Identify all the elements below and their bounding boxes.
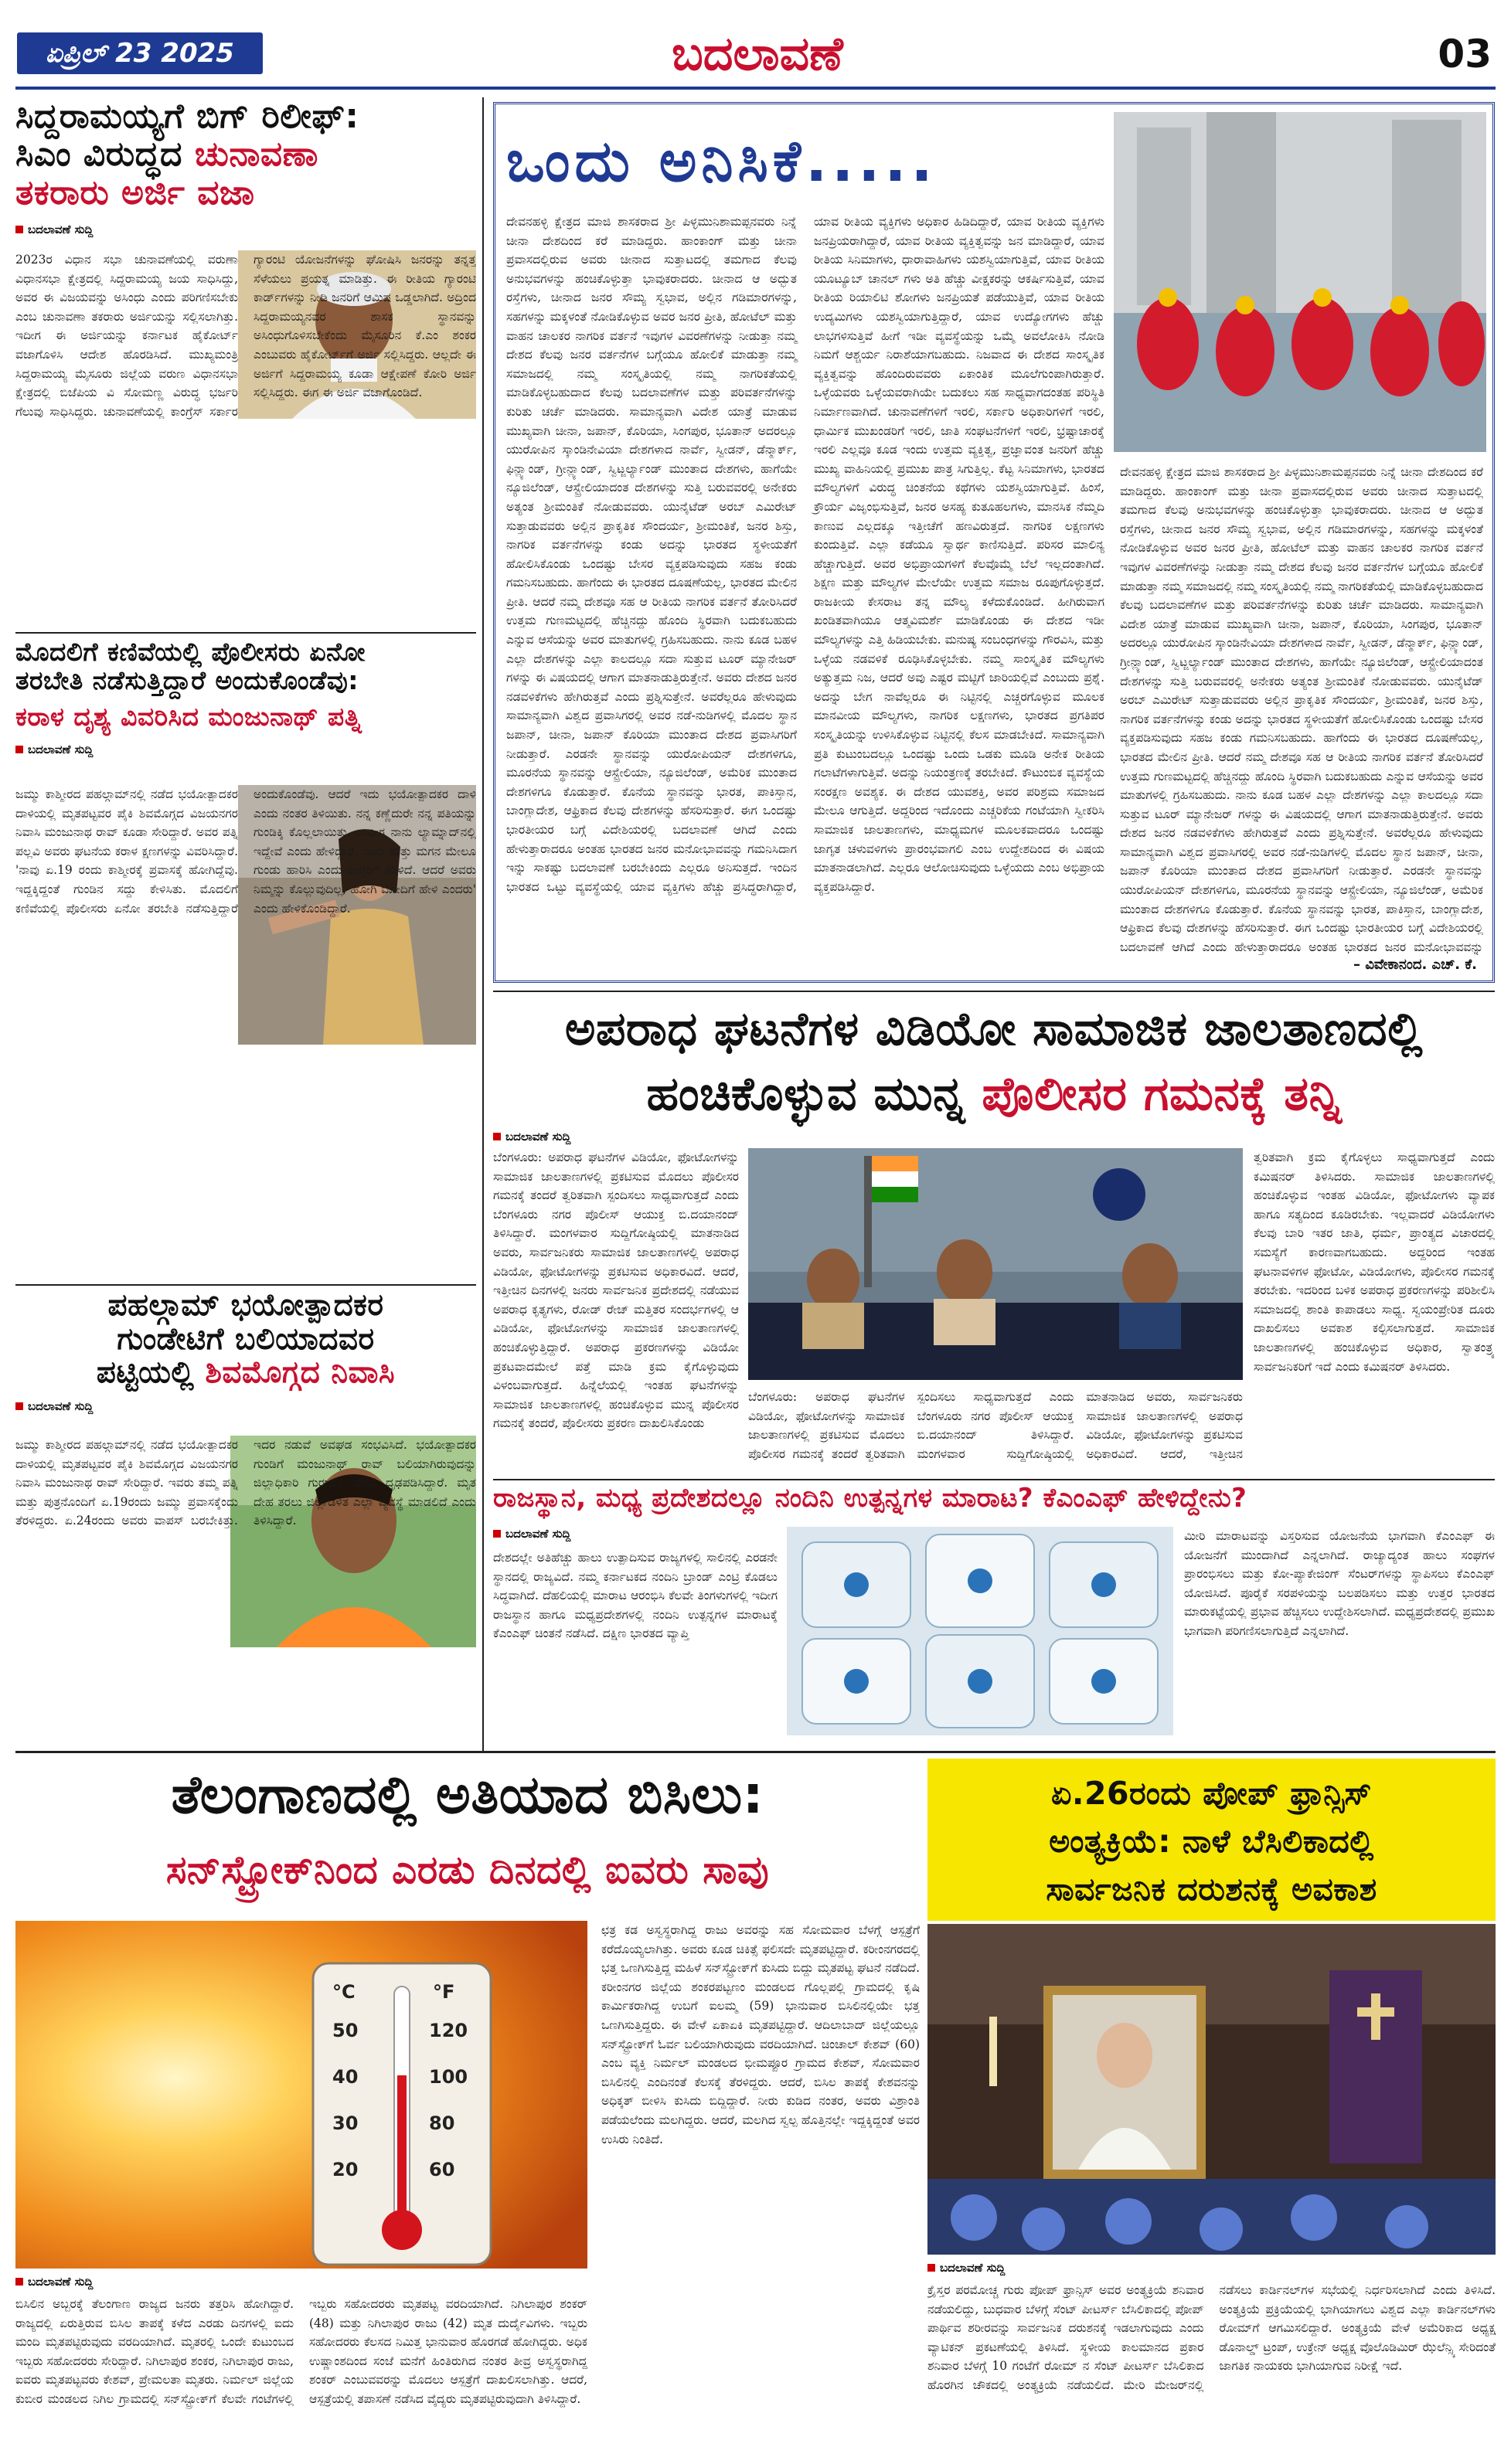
headline-line: ಅಂತ್ಯಕ್ರಿಯೆ: ನಾಳೆ ಬೆಸಿಲಿಕಾದಲ್ಲಿ bbox=[1049, 1823, 1374, 1860]
story-nandini bbox=[493, 1483, 1495, 1746]
celsius-label: °C bbox=[332, 1981, 356, 2003]
fahrenheit-label: °F bbox=[433, 1981, 455, 2003]
headline-line: ಗುಂಡೇಟಿಗೆ ಬಲಿಯಾದವರ bbox=[117, 1321, 375, 1357]
headline bbox=[493, 997, 1495, 1127]
headline-line: ತೆಲಂಗಾಣದಲ್ಲಿ ಅತಿಯಾದ ಬಿಸಿಲು: bbox=[171, 1765, 764, 1826]
crime-text-continued: ಬೆಂಗಳೂರು: ಅಪರಾಧ ಘಟನೆಗಳ ವಿಡಿಯೋ, ಫೋಟೋಗಳನ್ನು ಸಾಮಾಜಿಕ ಜಾಲತಾಣಗಳಲ್ಲಿ ಪ್ರಕಟಿಸುವ ಮೊದಲು ಪೊಲೀಸರ ಗಮನಕ್ಕೆ ತಂದರೆ ತ್ವರಿತವಾಗಿ ಸ್ಪಂದಿಸಲು ಸಾಧ್ಯವಾಗುತ್ತದೆ ಎಂದು ಬೆಂಗಳೂರು ನಗರ ಪೊಲೀಸ್ ಆಯುಕ್ತ ಬಿ.ದಯಾನಂದ್ ತಿಳಿಸಿದ್ದಾರೆ. ಮಂಗಳವಾರ ಸುದ್ದಿಗೋಷ್ಠಿಯಲ್ಲಿ ಮಾತನಾಡಿದ ಅವರು, ಸಾರ್ವಜನಿಕರು ಸಾಮಾಜಿಕ ಜಾಲತಾಣಗಳಲ್ಲಿ ಅಪರಾಧ ವಿಡಿಯೋ, ಫೋಟೋಗಳನ್ನು ಪ್ರಕಟಿಸುವ ಅಧಿಕಾರವಿದೆ. ಆದರೆ, ಇತ್ತೀಚಿನ bbox=[748, 1390, 1243, 1461]
editorial-author: – ವಿವೇಕಾನಂದ. ಎಚ್. ಕೆ. bbox=[1353, 957, 1477, 973]
bullet-icon bbox=[493, 1133, 501, 1140]
masthead bbox=[0, 0, 1511, 93]
byline bbox=[927, 2261, 1005, 2275]
festival-photo bbox=[1114, 112, 1486, 452]
story-manjunath-wife bbox=[15, 638, 476, 1283]
bullet-icon bbox=[15, 746, 23, 753]
byline bbox=[15, 2275, 93, 2289]
headline-line bbox=[15, 135, 476, 173]
editorial-text: ದೇವನಹಳ್ಳಿ ಕ್ಷೇತ್ರದ ಮಾಜಿ ಶಾಸಕರಾದ ಶ್ರೀ ಪಿಳ್ಳಮುನಿಶಾಮಪ್ಪನವರು ನಿನ್ನೆ ಚೀನಾ ದೇಶದಿಂದ ಕರೆ ಮಾಡಿದ್ದರು. ಹಾಂಕಾಂಗ್ ಮತ್ತು ಚೀನಾ ಪ್ರವಾಸದಲ್ಲಿರುವ ಅವರು ಚೀನಾದ ಸುತ್ತಾಟದಲ್ಲಿ ತಮಗಾದ ಕೆಲವು ಅನುಭವಗಳನ್ನು ಹಂಚಿಕೊಳ್ಳುತ್ತಾ ಭಾವುಕರಾದರು. ಚೀನಾದ ಆ ಅದ್ಭುತ ರಸ್ತೆಗಳು, ಚೀನಾದ ಜನರ ಸೌಮ್ಯ ಸ್ವಭಾವ, ಅಲ್ಲಿನ ಗಡಿಮಾರಗಳನ್ನು, ಸಹಗಳನ್ನು ಮಕ್ಕಳಂತೆ ನೋಡಿಕೊಳ್ಳುವ ಅವರ ಜನರ ಪ್ರೀತಿ, ಹೋಟೆಲ್ ಮತ್ತು ವಾಹನ ಚಾಲಕರ ನಾಗರಿಕ ವರ್ತನೆ ಇವುಗಳ ವಿವರಣೆಗಳನ್ನು ನೀಡುತ್ತಾ ನಮ್ಮ ದೇಶದ ಕೆಲವು ಜನರ ವರ್ತನೆಗಳ ಬಗ್ಗೆಯೂ ಹೋಲಿಕೆ ಮಾಡುತ್ತಾ ನಮ್ಮ ಸಮಾಜದಲ್ಲಿ ನಮ್ಮ ಸಂಸ್ಕೃತಿಯಲ್ಲಿ ನಮ್ಮ ನಾಗರಿಕತೆಯಲ್ಲಿ ಮಾಡಿಕೊಳ್ಳಬಹುದಾದ ಕೆಲವು ಬದಲಾವಣೆಗಳ ಮತ್ತು ಪರಿವರ್ತನೆಗಳನ್ನು ಕುರಿತು ಚರ್ಚೆ ಮಾಡಿದರು. ಸಾಮಾನ್ಯವಾಗಿ ವಿದೇಶ ಯಾತ್ರೆ ಮಾಡುವ ಮುಖ್ಯವಾಗಿ ಚೀನಾ, ಜಪಾನ್, ಕೊರಿಯಾ, ಸಿಂಗಪುರ, ಭೂತಾನ್ ಅದರಲ್ಲೂ ಯುರೋಪಿನ ಸ್ಕಾಂಡಿನೇವಿಯಾ ದೇಶಗಳಾದ ನಾರ್ವೆ, ಸ್ವೀಡನ್, ಡೆನ್ಮಾರ್ಕ್, ಫಿನ್ಲ್ಯಾಂಡ್, ಗ್ರೀನ್ಲ್ಯಾಂಡ್, ಸ್ವಿಟ್ಜರ್ಲ್ಯಾಂಡ್ ಮುಂತಾದ ದೇಶಗಳು, ಹಾಗೆಯೇ ನ್ಯೂಜಿಲೆಂಡ್, ಆಸ್ಟ್ರೇಲಿಯಾದಂತ ದೇಶಗಳನ್ನು ಸುತ್ತಿ ಬರುವವರಲ್ಲಿ ಅನೇಕರು ಅತ್ಯಂತ ಶ್ರೀಮಂತಿಕೆ ನೋಡುವವರು. ಯುನೈಟೆಡ್ ಅರಬ್ ಎಮಿರೇಟ್ ಸುತ್ತಾಡುವವರು ಅಲ್ಲಿನ ಪ್ರಾಕೃತಿಕ ಸೌಂದರ್ಯ, ಶ್ರೀಮಂತಿಕೆ, ಜನರ ಶಿಸ್ತು, ನಾಗರಿಕ ವರ್ತನೆಗಳನ್ನು ಕಂಡು ಅದನ್ನು ಭಾರತದ ಸ್ಥಳೀಯತೆಗೆ ಹೋಲಿಸಿಕೊಂಡು ಒಂದಷ್ಟು ಬೇಸರ ವ್ಯಕ್ತಪಡಿಸುವುದು ಸಹಜ ಕಂಡು ಗಮನಿಸಬಹುದು. ಹಾಗೆಂದು ಈ ಭಾರತದ ದೂಷಣೆಯಲ್ಲ, ಭಾರತದ ಮೇಲಿನ ಪ್ರೀತಿ. ಆದರೆ ನಮ್ಮ ದೇಶವೂ ಸಹ ಆ ರೀತಿಯ ನಾಗರಿಕ ವರ್ತನೆ ತೋರಿಸಿದರೆ ಉತ್ತಮ ಗುಣಮಟ್ಟದಲ್ಲಿ ಹೆಚ್ಚಿನದ್ದು ಹೊಂದಿ ಸ್ಥಿರವಾಗಿ ಬದುಕಬಹುದು ಎನ್ನುವ ಆಸೆಯನ್ನು ಅವರ ಮಾತುಗಳಲ್ಲಿ ಗ್ರಹಿಸಬಹುದು. ನಾನು ಕೂಡ ಬಹಳ ಎಲ್ಲಾ ದೇಶಗಳನ್ನು ಎಲ್ಲಾ ಕಾಲದಲ್ಲೂ ಸದಾ ಸುತ್ತುವ ಟೂರ್ ಮ್ಯಾನೇಜರ್ ಗಳನ್ನು ಈ ವಿಷಯದಲ್ಲಿ ಆಗಾಗ ಮಾತನಾಡುತ್ತಿರುತ್ತೇನೆ. ಅವರು ದೇಶದ ಜನರ ನಡವಳಿಕೆಗಳು ಹೇಗಿರುತ್ತವೆ ಎಂದು ಪ್ರಶ್ನಿಸುತ್ತೇನೆ. ಅವರೆಲ್ಲರೂ ಹೇಳುವುದು ಸಾಮಾನ್ಯವಾಗಿ ವಿಶ್ವದ ಪ್ರವಾಸಿಗರಲ್ಲಿ ಅವರ ನಡೆ-ನುಡಿಗಳಲ್ಲಿ ಮೊದಲ ಸ್ಥಾನ ಜಪಾನ್, ಚೀನಾ, ಜಪಾನ್ ಕೊರಿಯಾ ಮುಂತಾದ ದೇಶದ ಪ್ರವಾಸಿಗರಿಗೆ ನೀಡುತ್ತಾರೆ. ಎರಡನೇ ಸ್ಥಾನವನ್ನು ಯುರೋಪಿಯನ್ ದೇಶಗಳಿಗೂ, ಮೂರನೆಯ ಸ್ಥಾನವನ್ನು ಆಸ್ಟ್ರೇಲಿಯಾ, ನ್ಯೂಜಿಲೆಂಡ್, ಅಮೆರಿಕ ಮುಂತಾದ ದೇಶಗಳಿಗೂ ಕೊಡುತ್ತಾರೆ. ಕೊನೆಯ ಸ್ಥಾನವನ್ನು ಭಾರತ, ಪಾಕಿಸ್ತಾನ, ಬಾಂಗ್ಲಾದೇಶ, ಆಫ್ರಿಕಾದ ಕೆಲವು ದೇಶಗಳನ್ನು ಹೆಸರಿಸುತ್ತಾರೆ. ಈಗ ಒಂದಷ್ಟು ಭಾರತೀಯರ ಬಗ್ಗೆ ವಿದೇಶಿಯರಲ್ಲಿ ಬದಲಾವಣೆ ಆಗಿದೆ ಎಂದು ಹೇಳುತ್ತಾರಾದರೂ ಅಂತಹ ಭಾರತದ ಜನರ ಮನೋಭಾವವನ್ನು ಗಮನಿಸಿದಾಗ ಇನ್ನು ಸಾಕಷ್ಟು ಬದಲಾವಣೆ ಬರಬೇಕಿಂದು ಎಲ್ಲರೂ ಅನಿಸುತ್ತದೆ. ಇಂದಿನ ಭಾರತದ ಒಟ್ಟು ವ್ಯವಸ್ಥೆಯಲ್ಲಿ ಯಾವ ವ್ಯಕ್ತಿಗಳು ಹೆಚ್ಚು ಪ್ರಸಿದ್ಧರಾಗಿದ್ದಾರೆ, ಯಾವ ರೀತಿಯ ವ್ಯಕ್ತಿಗಳು ಅಧಿಕಾರ ಹಿಡಿದಿದ್ದಾರೆ, ಯಾವ ರೀತಿಯ ವ್ಯಕ್ತಿಗಳು ಜನಪ್ರಿಯರಾಗಿದ್ದಾರೆ, ಯಾವ ರೀತಿಯ ವ್ಯಕ್ತಿತ್ವವನ್ನು ಜನ ಮಾಡಿದ್ದಾರೆ, ಯಾವ ರೀತಿಯ ಸಿನಿಮಾಗಳು, ಧಾರಾವಾಹಿಗಳು ಯಶಸ್ವಿಯಾಗುತ್ತಿವೆ, ಯಾವ ರೀತಿಯ ಯೂಟ್ಯೂಬ್ ಚಾನಲ್ ಗಳು ಅತಿ ಹೆಚ್ಚು ವೀಕ್ಷಕರನ್ನು ಆಕರ್ಷಿಸುತ್ತಿವೆ, ಯಾವ ರೀತಿಯ ರಿಯಾಲಿಟಿ ಶೋಗಳು ಜನಪ್ರಿಯತೆ ಪಡೆಯುತ್ತಿವೆ, ಯಾವ ರೀತಿಯ ಉದ್ಯಮಿಗಳು ಯಶಸ್ವಿಯಾಗುತ್ತಿದ್ದಾರೆ, ಯಾವ ಉದ್ಯೋಗಗಳು ಹೆಚ್ಚು ಲಾಭಗಳಿಸುತ್ತಿವೆ ಹೀಗೆ ಇಡೀ ವ್ಯವಸ್ಥೆಯನ್ನು ಒಮ್ಮೆ ಅವಲೋಕಿಸಿ ನೋಡಿ ನಿಮಗೆ ಆಶ್ಚರ್ಯ ನಿರಾಶೆಯಾಗಬಹುದು. ನಿಜವಾದ ಈ ದೇಶದ ಸಾಂಸ್ಕೃತಿಕ ವ್ಯಕ್ತಿತ್ವವನ್ನು ಹೊಂದಿರುವವರು ಏಕಾಂತಿಕ ಮೂಲೆಗುಂಪಾಗಿರುತ್ತಾರೆ. ಒಳ್ಳೆಯವರು ಒಳ್ಳೆಯವರಾಗಿಯೇ ಬದುಕಲು ಸಹ ಸಾಧ್ಯವಾಗದಂತಹ ಪರಿಸ್ಥಿತಿ ನಿರ್ಮಾಣವಾಗಿದೆ. ಚುನಾವಣೆಗಳಿಗೆ ಇರಲಿ, ಸರ್ಕಾರಿ ಅಧಿಕಾರಿಗಳಿಗೆ ಇರಲಿ, ಧಾರ್ಮಿಕ ಮುಖಂಡರಿಗೆ ಇರಲಿ, ಜಾತಿ ಸಂಘಟನೆಗಳಿಗೆ ಇರಲಿ, ಭ್ರಷ್ಟಾಚಾರಕ್ಕೆ ಇರಲಿ ಎಲ್ಲವೂ ಕೂಡ ಇಂದು ಉತ್ತಮ ವ್ಯಕ್ತಿತ್ವ, ಪ್ರಜ್ಞಾವಂತ ಜನರಿಗೆ ಹೆಚ್ಚು ಮುಖ್ಯ ವಾಹಿನಿಯಲ್ಲಿ ಪ್ರಮುಖ ಪಾತ್ರ ಸಿಗುತ್ತಿಲ್ಲ. ಕೆಟ್ಟ ಸಿನಿಮಾಗಳು, ಭಾರತದ ಮೌಲ್ಯಗಳಿಗೆ ವಿರುದ್ಧ ಚಿಂತನೆಯ ಕಥೆಗಳು ಯಶಸ್ವಿಯಾಗುತ್ತಿವೆ. ಹಿಂಸೆ, ಕ್ರೌರ್ಯ ವಿಜೃಂಭಿಸುತ್ತಿವೆ, ಜನರ ಅಸಹ್ಯ ಕುತೂಹಲಗಳು, ಮಾನಸಿಕ ನೆಮ್ಮದಿ ಕಾಣುವ ಎಲ್ಲದಕ್ಕೂ ಇತ್ತೀಚೆಗೆ ಹಣವಿರುತ್ತದೆ. ನಾಗರಿಕ ಲಕ್ಷಣಗಳು ಕುಂದುತ್ತಿವೆ. ಎಲ್ಲಾ ಕಡೆಯೂ ಸ್ವಾರ್ಥ ಕಾಣಿಸುತ್ತಿದೆ. ಪರಿಸರ ಮಾಲಿನ್ಯ ಹೆಚ್ಚಾಗುತ್ತಿದೆ. ಅವರ ಅಭಿಪ್ರಾಯಗಳಿಗೆ ಕೆಲವೊಮ್ಮೆ ಬೆಲೆ ಇಲ್ಲದಂತಾಗಿದೆ. ಶಿಕ್ಷಣ ಮತ್ತು ಮೌಲ್ಯಗಳ ಮೇಲೆಯೇ ಉತ್ತಮ ಸಮಾಜ ರೂಪುಗೊಳ್ಳುತ್ತದೆ. ರಾಜಕೀಯ ಕೇಸರಾಟ ತನ್ನ ಮೌಲ್ಯ ಕಳೆದುಕೊಂಡಿದೆ. ಹೀಗಿರುವಾಗ ಖಂಡಿತವಾಗಿಯೂ ಆತ್ಮವಿಮರ್ಶೆ ಮಾಡಿಕೊಂಡು ಈ ದೇಶದ ಇಡೀ ಮೌಲ್ಯಗಳನ್ನು ಎತ್ತಿ ಹಿಡಿಯಬೇಕು. ಮನುಷ್ಯ ಸಂಬಂಧಗಳನ್ನು ಗೌರವಿಸಿ, ಮತ್ತು ಒಳ್ಳೆಯ ನಡವಳಿಕೆ ರೂಢಿಸಿಕೊಳ್ಳಬೇಕು. ನಮ್ಮ ಸಾಂಸ್ಕೃತಿಕ ಮೌಲ್ಯಗಳು ಅತ್ಯುತ್ತಮ ನಿಜ, ಆದರೆ ಅವು ಎಷ್ಟರ ಮಟ್ಟಿಗೆ ಜಾರಿಯಲ್ಲಿವೆ ಎಂಬುದು ಪ್ರಶ್ನೆ. ಅದನ್ನು ಬೇಗ ನಾವೆಲ್ಲರೂ ಈ ನಿಟ್ಟಿನಲ್ಲಿ ಎಚ್ಚರಗೊಳ್ಳುವ ಮೂಲಕ ಮಾನವೀಯ ಮೌಲ್ಯಗಳು, ನಾಗರಿಕ ಲಕ್ಷಣಗಳು, ಭಾರತದ ಪ್ರಗತಿಪರ ಸಂಸ್ಕೃತಿಯನ್ನು ಉಳಿಸಿಕೊಳ್ಳುವ ನಿಟ್ಟಿನಲ್ಲಿ ಕೆಲಸ ಮಾಡಬೇಕಿದೆ. ಸಾಮಾನ್ಯವಾಗಿ ಪ್ರತಿ ಕುಟುಂಬದಲ್ಲೂ ಒಂದಷ್ಟು ಒಂದು ಒಡಕು ಮೂಡಿ ಅನೇಕ ರೀತಿಯ ಗಲಾಟೆಗಳಾಗುತ್ತಿವೆ. ಅದನ್ನು ನಿಯಂತ್ರಣಕ್ಕೆ ತರಬೇಕಿದೆ. ಕೌಟುಂಬಿಕ ವ್ಯವಸ್ಥೆಯ ಸಂರಕ್ಷಣ ಅವಶ್ಯಕ. ಈ ದೇಶದ ಯುವಶಕ್ತಿ, ಅವರ ಪರಿಶ್ರಮ ಸಮಾಜದ ಮೇಲೂ ಆಗುತ್ತಿದೆ. ಅದ್ದರಿಂದ ಇದೊಂದು ಎಚ್ಚರಿಕೆಯ ಗಂಟೆಯಾಗಿ ಸ್ವೀಕರಿಸಿ ಸಾಮಾಜಿಕ ಜಾಲತಾಣಗಳು, ಮಾಧ್ಯಮಗಳ ಮೂಲಕವಾದರೂ ಒಂದಷ್ಟು ಜಾಗೃತ ಚಳುವಳಿಗಳು ಪ್ರಾರಂಭವಾಗಲಿ ಎಂಬ ಉದ್ದೇಶದಿಂದ ಈ ವಿಷಯ ಮಾತನಾಡಲಾಗಿದೆ. ಎಲ್ಲರೂ ಆಲೋಚಿಸುವುದು ಒಳ್ಳೆಯದು ಎಂಬ ಅಭಿಪ್ರಾಯ ವ್ಯಕ್ತಪಡಿಸಿದ್ದಾರೆ. bbox=[506, 215, 1104, 894]
fahrenheit-tick: 100 bbox=[429, 2066, 468, 2088]
telangana-body-bottom: ಬಿಸಿಲಿನ ಅಬ್ಬರಕ್ಕೆ ತೆಲಂಗಾಣ ರಾಜ್ಯದ ಜನರು ತತ್ತರಿಸಿ ಹೋಗಿದ್ದಾರೆ. ರಾಜ್ಯದಲ್ಲಿ ಏರುತ್ತಿರುವ ಬಿಸಿಲ ತಾಪಕ್ಕೆ ಕಳೆದ ಎರಡು ದಿನಗಳಲ್ಲಿ ಐದು ಮಂದಿ ಮೃತಪಟ್ಟಿರುವುದು ವರದಿಯಾಗಿದೆ. ಮೃತರಲ್ಲಿ ಒಂದೇ ಕುಟುಂಬದ ಇಬ್ಬರು ಸಹೋದರರು ಸೇರಿದ್ದಾರೆ. ನಿಗಿಲಾಪುರ ಶಂಕರ, ನಿಗಿಲಾಪುರ ರಾಜು, ಐವರು ಮೃತಪಟ್ಟವರು ಕೇಶವ್, ಪ್ರೇಮಲತಾ ಮೃತರು. ನಿರ್ಮಲ್ ಜಿಲ್ಲೆಯ ಕುಬೀರ ಮಂಡಲದ ನಿಗಿಲ ಗ್ರಾಮದಲ್ಲಿ ಸನ್‌ಸ್ಟ್ರೋಕ್‌ಗೆ ಕೆಲವೇ ಗಂಟೆಗಳಲ್ಲಿ ಇಬ್ಬರು ಸಹೋದರರು ಮೃತಪಟ್ಟ ವರದಿಯಾಗಿದೆ. ನಿಗಿಲಾಪುರ ಶಂಕರ್ (48) ಮತ್ತು ನಿಗಿಲಾಪುರ ರಾಜು (42) ಮೃತ ದುರ್ದೈವಿಗಳು. ಇಬ್ಬರು ಸಹೋದರರು ಕೆಲಸದ ನಿಮಿತ್ತ ಭಾನುವಾರ ಹೊರಗಡೆ ಹೋಗಿದ್ದರು. ಅಧಿಕ ಉಷ್ಣಾಂಶದಿಂದ ಸಂಜೆ ಮನೆಗೆ ಹಿಂತಿರುಗಿದ ನಂತರ ತೀವ್ರ ಅಸ್ವಸ್ಥರಾಗಿದ್ದ ಶಂಕರ್ ಎಂಬುವವರನ್ನು ಮೊದಲು ಆಸ್ಪತ್ರೆಗೆ ದಾಖಲಿಸಲಾಗಿತ್ತು. ಆದರೆ, ಆಸ್ಪತ್ರೆಯಲ್ಲಿ ತಪಾಸಣೆ ನಡೆಸಿದ ವೈದ್ಯರು ಮೃತಪಟ್ಟಿರುವುದಾಗಿ ತಿಳಿಸಿದ್ದಾರೆ. bbox=[15, 2297, 587, 2406]
masthead-title: ಬದಲಾವಣೆ bbox=[672, 27, 843, 81]
celsius-tick: 40 bbox=[332, 2066, 359, 2088]
headline-text: ಹಂಚಿಕೊಳ್ಳುವ ಮುನ್ನ bbox=[646, 1067, 982, 1121]
story-pope bbox=[927, 1759, 1496, 2454]
headline-highlight: ಪೊಲೀಸರ ಗಮನಕ್ಕೆ ತನ್ನಿ bbox=[982, 1067, 1342, 1121]
crime-body-below-photo bbox=[748, 1388, 1243, 1476]
byline bbox=[15, 1399, 476, 1413]
nandini-milk-photo bbox=[787, 1527, 1173, 1735]
dance-illustration bbox=[1114, 112, 1486, 452]
page-number: 03 bbox=[1438, 32, 1492, 76]
pope-illustration bbox=[927, 1924, 1496, 2255]
story-divider bbox=[493, 991, 1495, 992]
byline bbox=[493, 1527, 570, 1541]
headline bbox=[15, 1759, 920, 1907]
headline-highlight: ತಕರಾರು ಅರ್ಜಿ ವಜಾ bbox=[15, 172, 255, 212]
nandini-body-left: ದೇಶದಲ್ಲೇ ಅತಿಹೆಚ್ಚು ಹಾಲು ಉತ್ಪಾದಿಸುವ ರಾಜ್ಯಗಳಲ್ಲಿ ಸಾಲಿನಲ್ಲಿ ಎರಡನೇ ಸ್ಥಾನದಲ್ಲಿ ರಾಜ್ಯವಿದೆ. ನಮ್ಮ ಕರ್ನಾಟಕದ ನಂದಿನಿ ಬ್ರಾಂಡ್ ಎಂಟ್ರಿ ಕೊಡಲು ಸಿದ್ಧವಾಗಿದೆ. ದೆಹಲಿಯಲ್ಲಿ ಮಾರಾಟ ಆರಂಭಿಸಿ ಕೆಲವೇ ತಿಂಗಳುಗಳಲ್ಲಿ ಇದೀಗ ರಾಜಸ್ಥಾನ ಹಾಗೂ ಮಧ್ಯಪ್ರದೇಶಗಳಲ್ಲಿ ನಂದಿನಿ ಉತ್ಪನ್ನಗಳ ಮಾರಾಟಕ್ಕೆ ಕೆಎಂಎಫ್ ಚಿಂತನೆ ನಡೆಸಿದೆ. ದಕ್ಷಿಣ ಭಾರತದ ವ್ಯಾಪ್ತಿ bbox=[493, 1551, 778, 1641]
bullet-icon bbox=[15, 1402, 23, 1410]
heat-thermometer-photo bbox=[15, 1921, 587, 2269]
thermometer-illustration bbox=[15, 1921, 587, 2269]
editorial-text-continued: ದೇವನಹಳ್ಳಿ ಕ್ಷೇತ್ರದ ಮಾಜಿ ಶಾಸಕರಾದ ಶ್ರೀ ಪಿಳ್ಳಮುನಿಶಾಮಪ್ಪನವರು ನಿನ್ನೆ ಚೀನಾ ದೇಶದಿಂದ ಕರೆ ಮಾಡಿದ್ದರು. ಹಾಂಕಾಂಗ್ ಮತ್ತು ಚೀನಾ ಪ್ರವಾಸದಲ್ಲಿರುವ ಅವರು ಚೀನಾದ ಸುತ್ತಾಟದಲ್ಲಿ ತಮಗಾದ ಕೆಲವು ಅನುಭವಗಳನ್ನು ಹಂಚಿಕೊಳ್ಳುತ್ತಾ ಭಾವುಕರಾದರು. ಚೀನಾದ ಆ ಅದ್ಭುತ ರಸ್ತೆಗಳು, ಚೀನಾದ ಜನರ ಸೌಮ್ಯ ಸ್ವಭಾವ, ಅಲ್ಲಿನ ಗಡಿಮಾರಗಳನ್ನು, ಸಹಗಳನ್ನು ಮಕ್ಕಳಂತೆ ನೋಡಿಕೊಳ್ಳುವ ಅವರ ಜನರ ಪ್ರೀತಿ, ಹೋಟೆಲ್ ಮತ್ತು ವಾಹನ ಚಾಲಕರ ನಾಗರಿಕ ವರ್ತನೆ ಇವುಗಳ ವಿವರಣೆಗಳನ್ನು ನೀಡುತ್ತಾ ನಮ್ಮ ದೇಶದ ಕೆಲವು ಜನರ ವರ್ತನೆಗಳ ಬಗ್ಗೆಯೂ ಹೋಲಿಕೆ ಮಾಡುತ್ತಾ ನಮ್ಮ ಸಮಾಜದಲ್ಲಿ ನಮ್ಮ ಸಂಸ್ಕೃತಿಯಲ್ಲಿ ನಮ್ಮ ನಾಗರಿಕತೆಯಲ್ಲಿ ಮಾಡಿಕೊಳ್ಳಬಹುದಾದ ಕೆಲವು ಬದಲಾವಣೆಗಳ ಮತ್ತು ಪರಿವರ್ತನೆಗಳನ್ನು ಕುರಿತು ಚರ್ಚೆ ಮಾಡಿದರು. ಸಾಮಾನ್ಯವಾಗಿ ವಿದೇಶ ಯಾತ್ರೆ ಮಾಡುವ ಮುಖ್ಯವಾಗಿ ಚೀನಾ, ಜಪಾನ್, ಕೊರಿಯಾ, ಸಿಂಗಪುರ, ಭೂತಾನ್ ಅದರಲ್ಲೂ ಯುರೋಪಿನ ಸ್ಕಾಂಡಿನೇವಿಯಾ ದೇಶಗಳಾದ ನಾರ್ವೆ, ಸ್ವೀಡನ್, ಡೆನ್ಮಾರ್ಕ್, ಫಿನ್ಲ್ಯಾಂಡ್, ಗ್ರೀನ್ಲ್ಯಾಂಡ್, ಸ್ವಿಟ್ಜರ್ಲ್ಯಾಂಡ್ ಮುಂತಾದ ದೇಶಗಳು, ಹಾಗೆಯೇ ನ್ಯೂಜಿಲೆಂಡ್, ಆಸ್ಟ್ರೇಲಿಯಾದಂತ ದೇಶಗಳನ್ನು ಸುತ್ತಿ ಬರುವವರಲ್ಲಿ ಅನೇಕರು ಅತ್ಯಂತ ಶ್ರೀಮಂತಿಕೆ ನೋಡುವವರು. ಯುನೈಟೆಡ್ ಅರಬ್ ಎಮಿರೇಟ್ ಸುತ್ತಾಡುವವರು ಅಲ್ಲಿನ ಪ್ರಾಕೃತಿಕ ಸೌಂದರ್ಯ, ಶ್ರೀಮಂತಿಕೆ, ಜನರ ಶಿಸ್ತು, ನಾಗರಿಕ ವರ್ತನೆಗಳನ್ನು ಕಂಡು ಅದನ್ನು ಭಾರತದ ಸ್ಥಳೀಯತೆಗೆ ಹೋಲಿಸಿಕೊಂಡು ಒಂದಷ್ಟು ಬೇಸರ ವ್ಯಕ್ತಪಡಿಸುವುದು ಸಹಜ ಕಂಡು ಗಮನಿಸಬಹುದು. ಹಾಗೆಂದು ಈ ಭಾರತದ ದೂಷಣೆಯಲ್ಲ, ಭಾರತದ ಮೇಲಿನ ಪ್ರೀತಿ. ಆದರೆ ನಮ್ಮ ದೇಶವೂ ಸಹ ಆ ರೀತಿಯ ನಾಗರಿಕ ವರ್ತನೆ ತೋರಿಸಿದರೆ ಉತ್ತಮ ಗುಣಮಟ್ಟದಲ್ಲಿ ಹೆಚ್ಚಿನದ್ದು ಹೊಂದಿ ಸ್ಥಿರವಾಗಿ ಬದುಕಬಹುದು ಎನ್ನುವ ಆಸೆಯನ್ನು ಅವರ ಮಾತುಗಳಲ್ಲಿ ಗ್ರಹಿಸಬಹುದು. ನಾನು ಕೂಡ ಬಹಳ ಎಲ್ಲಾ ದೇಶಗಳನ್ನು ಎಲ್ಲಾ ಕಾಲದಲ್ಲೂ ಸದಾ ಸುತ್ತುವ ಟೂರ್ ಮ್ಯಾನೇಜರ್ ಗಳನ್ನು ಈ ವಿಷಯದಲ್ಲಿ ಆಗಾಗ ಮಾತನಾಡುತ್ತಿರುತ್ತೇನೆ. ಅವರು ದೇಶದ ಜನರ ನಡವಳಿಕೆಗಳು ಹೇಗಿರುತ್ತವೆ ಎಂದು ಪ್ರಶ್ನಿಸುತ್ತೇನೆ. ಅವರೆಲ್ಲರೂ ಹೇಳುವುದು ಸಾಮಾನ್ಯವಾಗಿ ವಿಶ್ವದ ಪ್ರವಾಸಿಗರಲ್ಲಿ ಅವರ ನಡೆ-ನುಡಿಗಳಲ್ಲಿ ಮೊದಲ ಸ್ಥಾನ ಜಪಾನ್, ಚೀನಾ, ಜಪಾನ್ ಕೊರಿಯಾ ಮುಂತಾದ ದೇಶದ ಪ್ರವಾಸಿಗರಿಗೆ ನೀಡುತ್ತಾರೆ. ಎರಡನೇ ಸ್ಥಾನವನ್ನು ಯುರೋಪಿಯನ್ ದೇಶಗಳಿಗೂ, ಮೂರನೆಯ ಸ್ಥಾನವನ್ನು ಆಸ್ಟ್ರೇಲಿಯಾ, ನ್ಯೂಜಿಲೆಂಡ್, ಅಮೆರಿಕ ಮುಂತಾದ ದೇಶಗಳಿಗೂ ಕೊಡುತ್ತಾರೆ. ಕೊನೆಯ ಸ್ಥಾನವನ್ನು ಭಾರತ, ಪಾಕಿಸ್ತಾನ, ಬಾಂಗ್ಲಾದೇಶ, ಆಫ್ರಿಕಾದ ಕೆಲವು ದೇಶಗಳನ್ನು ಹೆಸರಿಸುತ್ತಾರೆ. ಈಗ ಒಂದಷ್ಟು ಭಾರತೀಯರ ಬಗ್ಗೆ ವಿದೇಶಿಯರಲ್ಲಿ ಬದಲಾವಣೆ ಆಗಿದೆ ಎಂದು ಹೇಳುತ್ತಾರಾದರೂ ಅಂತಹ ಭಾರತದ ಜನರ ಮನೋಭಾವವನ್ನು bbox=[1120, 465, 1483, 954]
fahrenheit-tick: 120 bbox=[429, 2020, 468, 2041]
story-body: 2023ರ ವಿಧಾನ ಸಭಾ ಚುನಾವಣೆಯಲ್ಲಿ ವರುಣಾ ವಿಧಾನಸಭಾ ಕ್ಷೇತ್ರದಲ್ಲಿ ಸಿದ್ದರಾಮಯ್ಯ ಜಯ ಸಾಧಿಸಿದ್ದು, ಅವರ ಈ ವಿಜಯವನ್ನು ಅಸಿಂಧು ಎಂದು ಪರಿಗಣಿಸಬೇಕು ಎಂಬ ಚುನಾವಣಾ ತಕರಾರು ಅರ್ಜಿಯನ್ನು ಸಲ್ಲಿಸಲಾಗಿತ್ತು. ಇದೀಗ ಈ ಅರ್ಜಿಯನ್ನು ಕರ್ನಾಟಕ ಹೈಕೋರ್ಟ್ ವಜಾಗೊಳಿಸಿ ಆದೇಶ ಹೊರಡಿಸಿದೆ. ಮುಖ್ಯಮಂತ್ರಿ ಸಿದ್ದರಾಮಯ್ಯ ಮೈಸೂರು ಜಿಲ್ಲೆಯ ವರುಣ ವಿಧಾನಸಭಾ ಕ್ಷೇತ್ರದಲ್ಲಿ ಬಿಜೆಪಿಯ ವಿ ಸೋಮಣ್ಣ ವಿರುದ್ಧ ಭರ್ಜರಿ ಗೆಲುವು ಸಾಧಿಸಿದ್ದರು. ಚುನಾವಣೆಯಲ್ಲಿ ಕಾಂಗ್ರೆಸ್ ಸರ್ಕಾರ ಗ್ಯಾರಂಟಿ ಯೋಜನೆಗಳನ್ನು ಘೋಷಿಸಿ ಜನರನ್ನು ತನ್ನತ್ತ ಸೆಳೆಯಲು ಪ್ರಯತ್ನ ಮಾಡಿತ್ತು. ಈ ರೀತಿಯ ಗ್ಯಾರಂಟಿ ಕಾರ್ಡ್‌ಗಳನ್ನು ನೀಡಿ ಜನರಿಗೆ ಆಮಿಷ ಒಡ್ಡಲಾಗಿದೆ. ಅದ್ರಿಂದ ಸಿದ್ದರಾಮಯ್ಯನವರ ಶಾಸಕ ಸ್ಥಾನವನ್ನು ಅಸಿಂಧುಗೊಳಿಸಬೇಕೆಂದು ಮೈಸೂರಿನ ಕೆ.ಎಂ ಶಂಕರ ಎಂಬುವರು ಹೈಕೋರ್ಟ್‌ಗೆ ಅರ್ಜಿ ಸಲ್ಲಿಸಿದ್ದರು. ಆಲ್ಲದೇ ಈ ಅರ್ಜಿಗೆ ಸಿದ್ದರಾಮಯ್ಯ ಕೂಡಾ ಆಕ್ಷೇಪಣೆ ಕೋರಿ ಅರ್ಜಿ ಸಲ್ಲಿಸಿದ್ದರು. ಈಗ ಈ ಅರ್ಜಿ ವಜಾಗೊಂಡಿದೆ. bbox=[15, 253, 476, 419]
column-divider bbox=[482, 97, 484, 1751]
headline-line bbox=[15, 1356, 476, 1390]
headline-text: ಪಟ್ಟಿಯಲ್ಲಿ bbox=[96, 1355, 206, 1391]
headline-highlight: ಚುನಾವಣಾ bbox=[194, 134, 318, 175]
telangana-body-right: ಛತ್ರ ಕಡ ಅಸ್ವಸ್ಥರಾಗಿದ್ದ ರಾಜು ಅವರನ್ನು ಸಹ ಸೋಮವಾರ ಬೆಳಗ್ಗೆ ಆಸ್ಪತ್ರೆಗೆ ಕರೆದೊಯ್ಯಲಾಗಿತ್ತು. ಅವರು ಕೂಡ ಚಿಕಿತ್ಸೆ ಫಲಿಸದೇ ಮೃತಪಟ್ಟಿದ್ದಾರೆ. ಕರೀಂನಗರದಲ್ಲಿ ಭತ್ತ ಒಣಗಿಸುತ್ತಿದ್ದ ಮಹಿಳೆ ಸನ್‌ಸ್ಟ್ರೋಕ್‌ಗೆ ಕುಸಿದು ಬಿದ್ದು ಮೃತಪಟ್ಟ ಘಟನೆ ನಡೆದಿದೆ. ಕರೀಂನಗರ ಜಿಲ್ಲೆಯ ಶಂಕರಪಟ್ಟಣಂ ಮಂಡಲದ ಗೊಲ್ಲಪಲ್ಲಿ ಗ್ರಾಮದಲ್ಲಿ ಕೃಷಿ ಕಾರ್ಮಿಕರಾಗಿದ್ದ ಉಬಗೆ ಐಲಮ್ಮ (59) ಭಾನುವಾರ ಬಿಸಿಲಿನಲ್ಲಿಯೇ ಭತ್ತ ಒಣಗಿಸುತ್ತಿದ್ದರು. ಈ ವೇಳೆ ಏಕಾಏಕಿ ಮೃತಪಟ್ಟಿದ್ದಾರೆ. ಆದಿಲಾಬಾದ್ ಜಿಲ್ಲೆಯಲ್ಲೂ ಸನ್‌ಸ್ಟ್ರೋಕ್‌ಗೆ ಓರ್ವ ಬಲಿಯಾಗಿರುವುದು ವರದಿಯಾಗಿದೆ. ಚಿಂಚಾಲ್ ಕೇಶವ್ (60) ಎಂಬ ವ್ಯಕ್ತಿ ನಿರ್ಮಲ್ ಮಂಡಲದ ಭೀಮಪ್ಪೂರ ಗ್ರಾಮದ ಕೇಶವ್, ಸೋಮವಾರ ಬಿಸಿಲಿನಲ್ಲಿ ಎಂದಿನಂತೆ ಕೆಲಸಕ್ಕೆ ತೆರಳಿದ್ದರು. ಆದರೆ, ಬಿಸಿಲ ತಾಪಕ್ಕೆ ಕೇಶವನನ್ನು ಅಧಿಕ್ಕತ್ ಬೀಳಿಸಿ ಕುಸಿದು ಬಿದ್ದಿದ್ದಾರೆ. ನೀರು ಕುಡಿದ ನಂತರ, ಅವರು ವಿಶ್ರಾಂತಿ ಪಡೆಯಲೆಂದು ಮಲಗಿದ್ದರು. ಆದರೆ, ಮಲಗಿದ ಸ್ವಲ್ಪ ಹೊತ್ತಿನಲ್ಲೇ ಇದ್ದಕ್ಕಿದ್ದಂತೆ ಅವರ ಉಸಿರು ನಿಂತಿದೆ. bbox=[601, 1923, 920, 2146]
story-divider bbox=[493, 1479, 1495, 1480]
story-body: ಜಮ್ಮು ಕಾಶ್ಮೀರದ ಪಹಲ್ಗಾಮ್‌ನಲ್ಲಿ ನಡೆದ ಭಯೋತ್ಪಾದಕರ ದಾಳಿಯಲ್ಲಿ ಮೃತಪಟ್ಟವರ ಪೈಕಿ ಶಿವಮೊಗ್ಗದ ವಿಜಯನಗರ ನಿವಾಸಿ ಮಂಜುನಾಥ ರಾವ್ ಸೇರಿದ್ದಾರೆ. ಇವರು ತಮ್ಮ ಪತ್ನಿ ಮತ್ತು ಪುತ್ರನೊಂದಿಗೆ ಏ.19ರಂದು ಜಮ್ಮು ಪ್ರವಾಸಕ್ಕೆಂದು ತೆರಳಿದ್ದರು. ಏ.24ರಂದು ಅವರು ವಾಪಸ್ ಬರಬೇಕಿತ್ತು. ಇದರ ನಡುವೆ ಅವಘಡ ಸಂಭವಿಸಿದೆ. ಭಯೋತ್ಪಾದಕರ ಗುಂಡಿಗೆ ಮಂಜುನಾಥ್ ರಾವ್ ಬಲಿಯಾಗಿರುವುದನ್ನು ಜಿಲ್ಲಾಧಿಕಾರಿ ಗುರುದತ್ತ ಹೆಗಡೆ ದೃಢಪಡಿಸಿದ್ದಾರೆ. ಮೃತ ದೇಹ ತರಲು ಜಿಲ್ಲಾಡಳಿತ ಎಲ್ಲಾ ವ್ಯವಸ್ಥೆ ಮಾಡಲಿದೆ ಎಂದು ತಿಳಿಸಿದ್ದಾರೆ. bbox=[15, 1438, 476, 1528]
headline-text: ಸಿಎಂ ವಿರುದ್ಧದ bbox=[15, 134, 195, 175]
milk-packets-illustration bbox=[787, 1527, 1173, 1735]
fahrenheit-tick: 60 bbox=[429, 2159, 455, 2180]
story-shivamogga-victim bbox=[15, 1289, 476, 1745]
story-editorial bbox=[493, 102, 1495, 983]
headline bbox=[15, 97, 476, 212]
headline-line: ಪಹಲ್ಗಾಮ್ ಭಯೋತ್ಪಾದಕರ bbox=[107, 1288, 384, 1323]
pope-photo bbox=[927, 1924, 1496, 2255]
celsius-tick: 30 bbox=[332, 2112, 359, 2134]
press-conference-photo bbox=[748, 1148, 1243, 1380]
masthead-rule bbox=[15, 87, 1496, 90]
bullet-icon bbox=[493, 1530, 501, 1538]
byline bbox=[493, 1130, 570, 1144]
headline-line: ಸಾರ್ವಜನಿಕ ದರುಶನಕ್ಕೆ ಅವಕಾಶ bbox=[1046, 1871, 1377, 1908]
celsius-tick: 50 bbox=[332, 2020, 359, 2041]
bullet-icon bbox=[927, 2264, 935, 2272]
subheadline: ಕರಾಳ ದೃಶ್ಯ ವಿವರಿಸಿದ ಮಂಜುನಾಥ್ ಪತ್ನಿ bbox=[15, 701, 362, 732]
bullet-icon bbox=[15, 2278, 23, 2286]
crime-body-right: ತ್ವರಿತವಾಗಿ ಕ್ರಮ ಕೈಗೊಳ್ಳಲು ಸಾಧ್ಯವಾಗುತ್ತದೆ ಎಂದು ಕಮಿಷನರ್ ತಿಳಿಸಿದರು. ಸಾಮಾಜಿಕ ಜಾಲತಾಣಗಳಲ್ಲಿ ಹಂಚಿಕೊಳ್ಳುವ ಇಂತಹ ವಿಡಿಯೋ, ಫೋಟೋಗಳು ವ್ಯಾಪಕ ಹಾಗೂ ಸತ್ಯದಿಂದ ಕೂಡಿರಬೇಕು. ಇಲ್ಲವಾದರೆ ವಿಡಿಯೋಗಳು ಕೆಲವು ಬಾರಿ ಇತರ ಜಾತಿ, ಧರ್ಮ, ಪ್ರಾಂತ್ಯದ ವಿಚಾರದಲ್ಲಿ ಸಮಸ್ಯೆಗೆ ಕಾರಣವಾಗಬಹುದು. ಅದ್ದರಿಂದ ಇಂತಹ ಘಟನಾವಳಿಗಳ ಫೋಟೋ, ವಿಡಿಯೋಗಳು, ಪೊಲೀಸರ ಗಮನಕ್ಕೆ ತರಬೇಕು. ಇದರಿಂದ ಬಳಿಕ ಅಪರಾಧ ಪ್ರಕರಣಗಳನ್ನು ಪರಿಶೀಲಿಸಿ ಸಮಾಜದಲ್ಲಿ ಶಾಂತಿ ಕಾಪಾಡಲು ಸಾಧ್ಯ. ಸ್ವಯಂಪ್ರೇರಿತ ದೂರು ದಾಖಲಿಸಲು ಅವಕಾಶ ಕಲ್ಪಿಸಲಾಗುತ್ತದೆ. ಸಾಮಾಜಿಕ ಜಾಲತಾಣಗಳಲ್ಲಿ ಹಂಚಿಕೊಳ್ಳುವ ಅಧಿಕಾರ, ಸ್ವಾತಂತ್ರ್ಯ ಸಾರ್ವಜನಿಕರಿಗೆ ಇದೆ ಎಂದು ಕಮಿಷನರ್ ತಿಳಿಸಿದರು. bbox=[1254, 1150, 1495, 1374]
byline-label: ಬದಲಾವಣೆ ಸುದ್ದಿ bbox=[28, 222, 94, 236]
fahrenheit-tick: 80 bbox=[429, 2112, 455, 2134]
headline-line: ತರಬೇತಿ ನಡೆಸುತ್ತಿದ್ದಾರೆ ಅಂದುಕೊಂಡೆವು: bbox=[15, 664, 359, 695]
byline-label: ಬದಲಾವಣೆ ಸುದ್ದಿ bbox=[28, 2275, 94, 2289]
editorial-headline: ಒಂದು ಅನಿಸಿಕೆ..... bbox=[506, 128, 938, 195]
editorial-body-cont bbox=[1120, 463, 1483, 957]
celsius-tick: 20 bbox=[332, 2159, 359, 2180]
headline-line: ಮೊದಲಿಗೆ ಕಣಿವೆಯಲ್ಲಿ ಪೊಲೀಸರು ಏನೋ bbox=[15, 637, 366, 667]
story-crime-video bbox=[493, 997, 1495, 1476]
headline-highlight: ಶಿವಮೊಗ್ಗದ ನಿವಾಸಿ bbox=[205, 1355, 396, 1391]
pope-body: ಕ್ರೈಸ್ತರ ಪರಮೋಚ್ಚ ಗುರು ಪೋಪ್ ಫ್ರಾನ್ಸಿಸ್ ಅವರ ಅಂತ್ಯಕ್ರಿಯೆ ಶನಿವಾರ ನಡೆಯಲಿದ್ದು, ಬುಧವಾರ ಬೆಳಗ್ಗೆ ಸೆಂಟ್ ಪೀಟರ್ಸ್ ಬೆಸಿಲಿಕಾದಲ್ಲಿ ಪೋಪ್ ಪಾರ್ಥಿವ ಶರೀರವನ್ನು ಸಾರ್ವಜನಿಕ ದರುಶನಕ್ಕೆ ಇಡಲಾಗುವುದು ಎಂದು ವ್ಯಾಟಿಕನ್ ಪ್ರಕಟಣೆಯಲ್ಲಿ ತಿಳಿಸಿದೆ. ಸ್ಥಳೀಯ ಕಾಲಮಾನದ ಪ್ರಕಾರ ಶನಿವಾರ ಬೆಳಗ್ಗೆ 10 ಗಂಟೆಗೆ ರೋಮ್ ನ ಸೆಂಟ್ ಪೀಟರ್ಸ್ ಬೆಸಿಲಿಕಾದ ಹೊರಗಿನ ಚೌಕದಲ್ಲಿ ಅಂತ್ಯಕ್ರಿಯೆ ನಡೆಯಲಿದೆ. ಮೇರಿ ಮೇಜರ್‌ನಲ್ಲಿ ನಡೆಸಲು ಕಾರ್ಡಿನಲ್‌ಗಳ ಸಭೆಯಲ್ಲಿ ನಿರ್ಧರಿಸಲಾಗಿದೆ ಎಂದು ತಿಳಿಸಿದೆ. ಅಂತ್ಯಕ್ರಿಯೆ ಪ್ರಕ್ರಿಯೆಯಲ್ಲಿ ಭಾಗಿಯಾಗಲು ವಿಶ್ವದ ಎಲ್ಲಾ ಕಾರ್ಡಿನಲ್‌ಗಳು ರೋಮ್‌ಗೆ ಆಗಮಿಸಲಿದ್ದಾರೆ. ಅಂತ್ಯಕ್ರಿಯೆ ವೇಳೆ ಅಮೆರಿಕಾದ ಅಧ್ಯಕ್ಷ ಡೊನಾಲ್ಡ್ ಟ್ರಂಪ್, ಉಕ್ರೇನ್ ಅಧ್ಯಕ್ಷ ವೊಲೊಡಿಮಿರ್ ಝೆಲೆನ್ಸ್ಕಿ ಸೇರಿದಂತೆ ಜಾಗತಿಕ ನಾಯಕರು ಭಾಗಿಯಾಗುವ ನಿರೀಕ್ಷೆ ಇದೆ. bbox=[927, 2283, 1496, 2392]
editorial-body bbox=[506, 212, 1104, 970]
byline-label: ಬದಲಾವಣೆ ಸುದ್ದಿ bbox=[505, 1527, 571, 1541]
story-divider bbox=[15, 632, 476, 634]
byline-label: ಬದಲಾವಣೆ ಸುದ್ದಿ bbox=[940, 2261, 1006, 2275]
headline-line: ಅಪರಾಧ ಘಟನೆಗಳ ವಿಡಿಯೋ ಸಾಮಾಜಿಕ ಜಾಲತಾಣದಲ್ಲಿ bbox=[564, 1002, 1424, 1056]
story-telangana-heat bbox=[15, 1759, 920, 2454]
crime-body-left: ಬೆಂಗಳೂರು: ಅಪರಾಧ ಘಟನೆಗಳ ವಿಡಿಯೋ, ಫೋಟೋಗಳನ್ನು ಸಾಮಾಜಿಕ ಜಾಲತಾಣಗಳಲ್ಲಿ ಪ್ರಕಟಿಸುವ ಮೊದಲು ಪೊಲೀಸರ ಗಮನಕ್ಕೆ ತಂದರೆ ತ್ವರಿತವಾಗಿ ಸ್ಪಂದಿಸಲು ಸಾಧ್ಯವಾಗುತ್ತದೆ ಎಂದು ಬೆಂಗಳೂರು ನಗರ ಪೊಲೀಸ್ ಆಯುಕ್ತ ಬಿ.ದಯಾನಂದ್ ತಿಳಿಸಿದ್ದಾರೆ. ಮಂಗಳವಾರ ಸುದ್ದಿಗೋಷ್ಠಿಯಲ್ಲಿ ಮಾತನಾಡಿದ ಅವರು, ಸಾರ್ವಜನಿಕರು ಸಾಮಾಜಿಕ ಜಾಲತಾಣಗಳಲ್ಲಿ ಅಪರಾಧ ವಿಡಿಯೋ, ಫೋಟೋಗಳನ್ನು ಪ್ರಕಟಿಸುವ ಅಧಿಕಾರವಿದೆ. ಆದರೆ, ಇತ್ತೀಚಿನ ದಿನಗಳಲ್ಲಿ ಜನರು ಸಾರ್ವಜನಿಕ ಪ್ರದೇಶದಲ್ಲಿ ನಡೆಯುವ ಅಪರಾಧ ಕೃತ್ಯಗಳು, ರೋಡ್ ರೇಜ್ ಮತ್ತಿತರ ಸಂದರ್ಭಗಳಲ್ಲಿ ಆ ವಿಡಿಯೋ, ಫೋಟೋಗಳನ್ನು ಸಾಮಾಜಿಕ ಜಾಲತಾಣಗಳಲ್ಲಿ ಹಂಚಿಕೊಳ್ಳುತ್ತಿದ್ದಾರೆ. ಅಪರಾಧ ಪ್ರಕರಣಗಳನ್ನು ವಿಡಿಯೋ ಪ್ರಕಟವಾದಮೇಲೆ ಪತ್ತೆ ಮಾಡಿ ಕ್ರಮ ಕೈಗೊಳ್ಳುವುದು ವಿಳಂಬವಾಗುತ್ತದೆ. ಹಿನ್ನೆಲೆಯಲ್ಲಿ ಇಂತಹ ಘಟನೆಗಳನ್ನು ಸಾಮಾಜಿಕ ಜಾಲತಾಣಗಳಲ್ಲಿ ಹಂಚಿಕೊಳ್ಳುವ ಮುನ್ನ ಪೊಲೀಸರ ಗಮನಕ್ಕೆ ತಂದರೆ, ಪೊಲೀಸರು ಪ್ರಕರಣ ದಾಖಲಿಸಿಕೊಂಡು bbox=[493, 1150, 739, 1431]
headline-highlight: ಸನ್‌ಸ್ಟ್ರೋಕ್‌ನಿಂದ ಎರಡು ದಿನದಲ್ಲಿ ಐವರು ಸಾವು bbox=[165, 1847, 770, 1892]
headline bbox=[15, 638, 476, 695]
byline-label: ಬದಲಾವಣೆ ಸುದ್ದಿ bbox=[28, 742, 94, 756]
headline-line: ಸಿದ್ದರಾಮಯ್ಯಗೆ ಬಿಗ್ ರಿಲೀಫ್: bbox=[15, 97, 359, 136]
byline-label: ಬದಲಾವಣೆ ಸುದ್ದಿ bbox=[28, 1399, 94, 1414]
nandini-body-right: ಮೀರಿ ಮಾರಾಟವನ್ನು ವಿಸ್ತರಿಸುವ ಯೋಜನೆಯ ಭಾಗವಾಗಿ ಕೆಎಂಎಫ್ ಈ ಯೋಜನೆಗೆ ಮುಂದಾಗಿದೆ ಎನ್ನಲಾಗಿದೆ. ರಾಜ್ಯಾದ್ಯಂತ ಹಾಲು ಸಂಘಗಳ ಪ್ರಾರಂಭಿಸಲು ಮತ್ತು ಕೋ-ಪ್ಯಾಕೇಜಿಂಗ್ ಸೆಂಟರ್‌ಗಳನ್ನು ಸ್ಥಾಪಿಸಲು ಕೆಎಂಎಫ್ ಯೋಜಿಸಿದೆ. ಪೂರೈಕೆ ಸರಪಳಿಯನ್ನು ಬಲಪಡಿಸಲು ಮತ್ತು ಉತ್ತರ ಭಾರತದ ಮಾರುಕಟ್ಟೆಯಲ್ಲಿ ಪ್ರಭಾವ ಹೆಚ್ಚಿಸಲು ಉದ್ದೇಶಿಸಲಾಗಿದೆ. ಮಧ್ಯಪ್ರದೇಶದಲ್ಲಿ ಪ್ರಮುಖ ಭಾಗವಾಗಿ ಪರಿಗಣಿಸಲಾಗುತ್ತಿದೆ ಎನ್ನಲಾಗಿದೆ. bbox=[1184, 1529, 1495, 1638]
headline bbox=[15, 1289, 476, 1390]
story-siddaramaiah bbox=[15, 97, 476, 630]
byline bbox=[15, 743, 476, 756]
section-divider bbox=[15, 1751, 1496, 1753]
story-divider bbox=[15, 1284, 476, 1286]
byline-label: ಬದಲಾವಣೆ ಸುದ್ದಿ bbox=[505, 1130, 571, 1144]
press-meet-illustration bbox=[748, 1148, 1243, 1380]
masthead-date: ಏಪ್ರಿಲ್ 23 2025 bbox=[46, 38, 234, 69]
headline-line bbox=[493, 1062, 1495, 1127]
headline: ರಾಜಸ್ಥಾನ, ಮಧ್ಯ ಪ್ರದೇಶದಲ್ಲೂ ನಂದಿನಿ ಉತ್ಪನ್ನಗಳ ಮಾರಾಟ? ಕೆಎಂಎಫ್ ಹೇಳಿದ್ದೇನು? bbox=[493, 1483, 1247, 1514]
story-body: ಜಮ್ಮು ಕಾಶ್ಮೀರದ ಪಹಲ್ಗಾಮ್‌ನಲ್ಲಿ ನಡೆದ ಭಯೋತ್ಪಾದಕರ ದಾಳಿಯಲ್ಲಿ ಮೃತಪಟ್ಟವರ ಪೈಕಿ ಶಿವಮೊಗ್ಗದ ವಿಜಯನಗರ ನಿವಾಸಿ ಮಂಜುನಾಥ ರಾವ್ ಕೂಡಾ ಸೇರಿದ್ದಾರೆ. ಅವರ ಪತ್ನಿ ಪಲ್ಲವಿ ಅವರು ಘಟನೆಯ ಕರಾಳ ಕ್ಷಣಗಳನ್ನು ವಿವರಿಸಿದ್ದಾರೆ. 'ನಾವು ಏ.19 ರಂದು ಕಾಶ್ಮೀರಕ್ಕೆ ಪ್ರವಾಸಕ್ಕೆ ಹೋಗಿದ್ದೆವು. ಇದ್ದಕ್ಕಿದ್ದಂತೆ ಗುಂಡಿನ ಸದ್ದು ಕೇಳಿಸಿತು. ಮೊದಲಿಗೆ ಕಣಿವೆಯಲ್ಲಿ ಪೊಲೀಸರು ಏನೋ ತರಬೇತಿ ನಡೆಸುತ್ತಿದ್ದಾರೆ ಅಂದುಕೊಂಡೆವು. ಆದರೆ ಇದು ಭಯೋತ್ಪಾದಕರ ದಾಳಿ ಎಂದು ನಂತರ ತಿಳಿಯಿತು. ನನ್ನ ಕಣ್ಣೆದುರೇ ನನ್ನ ಪತಿಯನ್ನು ಗುಂಡಿಕ್ಕಿ ಕೊಲ್ಲಲಾಯಿತು. ನಾವೀಗ ನಾನು ಲ್ಯಾಮ್ನಾದ್‌ನಲ್ಲಿ ಇದ್ದೇವೆ ಎಂದು ಹೇಳಿದ್ದಾರೆ. ನಾನು ಮತ್ತು ಮಗನ ಮೇಲೂ ಗುಂಡು ಹಾರಿಸಿ ಎಂದು ಉಗ್ರರಿಗೆ ಹೇಳಿದೆ. ಆದರೆ ಅವರು ನಿಮ್ಮನ್ನು ಕೊಲ್ಲುವುದಿಲ್ಲ, ಹೋಗಿ ಮೋದಿಗೆ ಹೇಳಿ ಎಂದರು' ಎಂದು ಹೇಳಿಕೊಂಡಿದ್ದಾರೆ. bbox=[15, 787, 476, 916]
byline bbox=[15, 223, 476, 236]
headline-line: ಏ.26ರಂದು ಪೋಪ್ ಫ್ರಾನ್ಸಿಸ್ bbox=[1050, 1775, 1372, 1812]
headline bbox=[927, 1769, 1496, 1913]
bullet-icon bbox=[15, 226, 23, 233]
